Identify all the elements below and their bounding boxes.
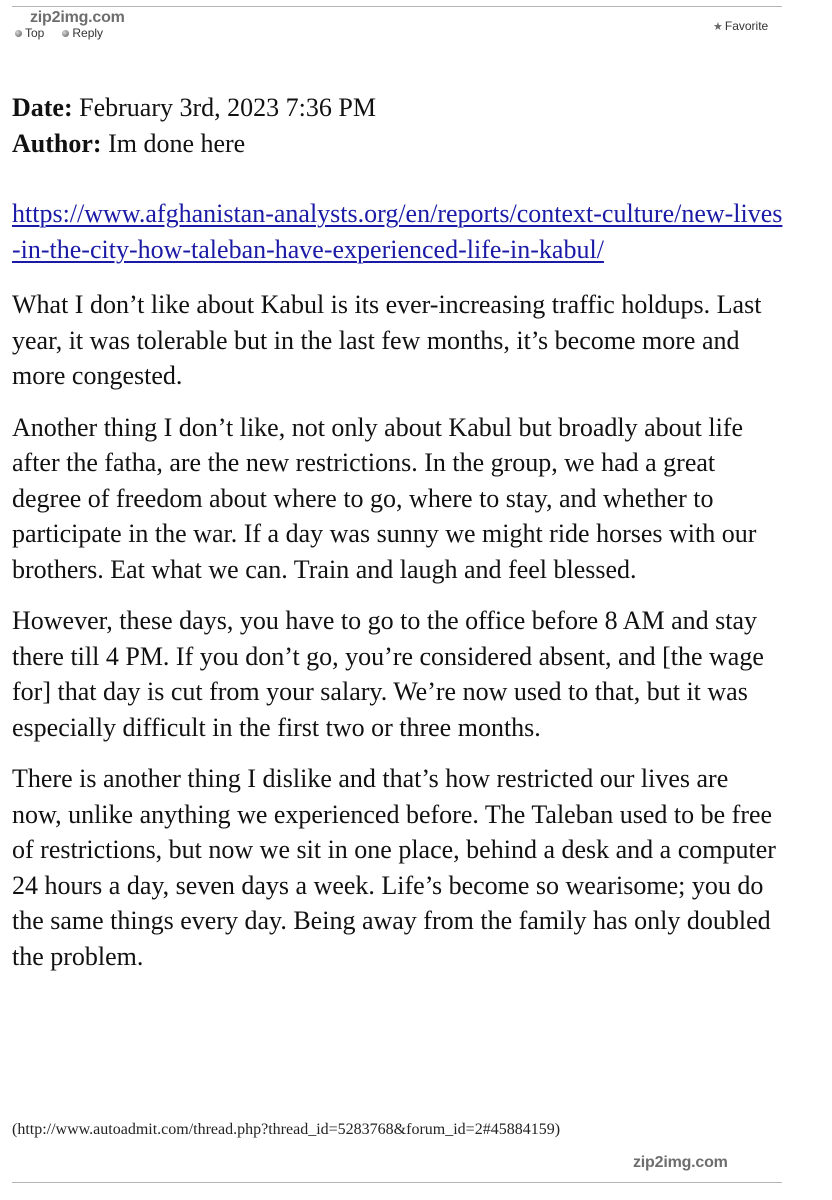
star-icon: ★: [713, 20, 723, 33]
top-link[interactable]: [15, 26, 44, 40]
top-divider: [12, 6, 782, 7]
bottom-divider: [12, 1182, 782, 1183]
watermark-top: zip2img.com: [30, 9, 125, 26]
author-label: Author:: [12, 128, 102, 158]
paragraph: There is another thing I dislike and that’s how restricted our lives are now, unlike anything we experienced before. The Taleban used to be free of restrictions, but now we sit in one place, behind a desk and a computer 24 hours a day, seven days a week. Life’s become so wearisome; you do the same things every day. Being away from the family has only doubled the problem.: [12, 764, 776, 971]
article-link[interactable]: https://www.afghanistan-analysts.org/en/reports/context-culture/new-lives-in-the-city-how-taleban-have-experienced-life-in-kabul/: [12, 199, 783, 264]
bullet-icon: [15, 30, 22, 37]
paragraph: Another thing I don’t like, not only about Kabul but broadly about life after the fatha, are the new restrictions. In the group, we had a great degree of freedom about where to go, where to stay, and whether to participate in the war. If a day was sunny we might ride horses with our brothers. Eat what we can. Train and laugh and feel blessed.: [12, 412, 757, 584]
watermark-bottom: zip2img.com: [633, 1154, 728, 1171]
favorite-label: Favorite: [724, 19, 769, 33]
reply-link-label: Reply: [72, 26, 104, 40]
source-url: (http://www.autoadmit.com/thread.php?thread_id=5283768&forum_id=2#45884159): [12, 1121, 561, 1138]
top-link-label: Top: [25, 26, 45, 40]
date-value: February 3rd, 2023 7:36 PM: [79, 93, 376, 122]
author-value: Im done here: [108, 128, 246, 158]
date-label: Date:: [12, 93, 73, 122]
reply-link[interactable]: [62, 26, 103, 40]
paragraph: However, these days, you have to go to the office before 8 AM and stay there till 4 PM. If you don’t go, you’re considered absent, and [the wage for] that day is cut from your salary. We’re now used to that, but it was especially difficult in the first two or three months.: [12, 606, 764, 742]
post-date: [12, 90, 784, 126]
post-nav: [15, 26, 103, 40]
post-body: [12, 90, 784, 974]
bullet-icon: [62, 30, 69, 37]
paragraph: What I don’t like about Kabul is its ever-increasing traffic holdups. Last year, it was tolerable but in the last few months, it’s become more and more congested.: [12, 290, 762, 390]
post-author: [12, 126, 784, 162]
favorite-link[interactable]: [713, 19, 768, 33]
